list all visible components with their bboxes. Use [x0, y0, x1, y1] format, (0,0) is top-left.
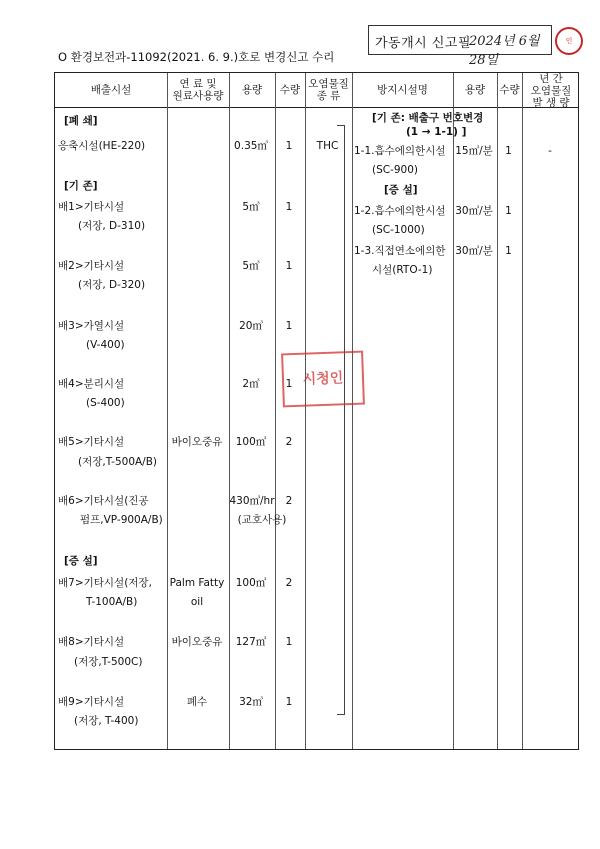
- header-divider: [55, 107, 578, 108]
- section-expansion: [증 설]: [64, 555, 98, 567]
- facility-fuel: 바이오중유: [171, 636, 223, 648]
- facility-capacity: 100㎥: [235, 577, 267, 589]
- facility-fuel: Palm Fatty: [169, 577, 225, 589]
- facility-capacity: 32㎥: [239, 696, 263, 708]
- col-divider: [522, 73, 523, 749]
- header-count: 수량: [279, 84, 301, 96]
- facility-id: (저장,T-500C): [74, 656, 143, 668]
- right-block-title-2: (1 → 1-1) ]: [406, 126, 467, 138]
- official-seal-icon: 시청인: [281, 351, 365, 408]
- facility-capacity: 5㎥: [242, 260, 260, 272]
- prevention-capacity: 30㎥/분: [455, 205, 493, 217]
- section-expansion-right: [증 설]: [384, 184, 418, 196]
- facility-count: 1: [285, 696, 293, 708]
- header-prevention-count: 수량: [499, 84, 520, 96]
- col-divider: [453, 73, 454, 749]
- facility-id: (저장, D-320): [78, 279, 146, 291]
- facility-capacity: 127㎥: [235, 636, 267, 648]
- header-annual-emission: 년 간 오염물질 발 생 량: [530, 73, 572, 109]
- facility-count: 2: [285, 495, 293, 507]
- prevention-count: 1: [505, 245, 512, 257]
- stamp-seal-icon: 인: [555, 27, 583, 55]
- facility-name: 배6>기타시설(진공: [58, 495, 149, 507]
- prevention-id: (SC-900): [372, 164, 419, 176]
- facility-count: 2: [285, 577, 293, 589]
- facility-id: (저장,T-500A/B): [78, 456, 158, 468]
- prevention-id: (SC-1000): [372, 224, 425, 236]
- emission-facility-table: [54, 72, 579, 750]
- prevention-name: 1-3.직접연소에의한: [354, 245, 446, 257]
- facility-count: 1: [285, 260, 293, 272]
- facility-count: 1: [285, 140, 293, 152]
- facility-name: 배5>기타시설: [58, 436, 125, 448]
- header-fuel: 연 료 및 원료사용량: [172, 78, 224, 102]
- header-capacity: 용량: [241, 84, 263, 96]
- facility-name: 배7>기타시설(저장,: [58, 577, 152, 589]
- facility-name: 응축시설(HE-220): [58, 140, 146, 152]
- facility-id: (V-400): [86, 339, 125, 351]
- facility-count: 1: [285, 320, 293, 332]
- facility-name: 배1>기타시설: [58, 201, 125, 213]
- facility-capacity: 0.35㎥: [234, 140, 268, 152]
- section-closed: [폐 쇄]: [64, 115, 98, 127]
- header-facility: 배출시설: [90, 84, 132, 96]
- facility-count: 1: [285, 636, 293, 648]
- change-report-note: O 환경보전과-11092(2021. 6. 9.)호로 변경신고 수리: [58, 50, 335, 64]
- facility-capacity: 430㎥/hr: [229, 495, 275, 507]
- facility-capacity-note: (교호사용): [237, 514, 287, 526]
- stamp-label: 가동개시 신고필: [375, 36, 472, 51]
- facility-fuel: 폐수: [186, 696, 208, 708]
- header-prevention-capacity: 용량: [464, 84, 486, 96]
- header-prevention: 방지시설명: [377, 84, 428, 96]
- prevention-annual: -: [548, 145, 552, 157]
- facility-id: (저장, D-310): [78, 220, 146, 232]
- grouping-bracket: [337, 125, 345, 715]
- facility-pollutant: THC: [316, 140, 339, 152]
- prevention-name: 1-2.흡수에의한시설: [354, 205, 446, 217]
- stamp-handwritten-date: 2024년 6월 28일: [469, 34, 540, 68]
- facility-id: 펌프,VP-900A/B): [80, 514, 163, 526]
- right-block-title: [기 존: 배출구 번호변경: [372, 112, 484, 124]
- operation-report-stamp: [368, 25, 552, 68]
- prevention-capacity: 30㎥/분: [455, 245, 493, 257]
- col-divider: [305, 73, 306, 749]
- facility-count: 2: [285, 436, 293, 448]
- facility-capacity: 20㎥: [239, 320, 263, 332]
- facility-name: 배2>기타시설: [58, 260, 125, 272]
- prevention-id: 시설(RTO-1): [372, 264, 433, 276]
- col-divider: [497, 73, 498, 749]
- facility-count: 1: [285, 201, 293, 213]
- prevention-count: 1: [505, 145, 512, 157]
- facility-fuel: 바이오중유: [171, 436, 223, 448]
- facility-name: 배4>분리시설: [58, 378, 125, 390]
- facility-fuel-2: oil: [190, 596, 204, 608]
- prevention-name: 1-1.흡수에의한시설: [354, 145, 446, 157]
- facility-id: T-100A/B): [86, 596, 138, 608]
- facility-id: (S-400): [86, 397, 125, 409]
- facility-capacity: 5㎥: [242, 201, 260, 213]
- header-pollutant: 오염물질 종 류: [308, 78, 349, 102]
- facility-name: 배9>기타시설: [58, 696, 125, 708]
- facility-name: 배3>가열시설: [58, 320, 125, 332]
- prevention-capacity: 15㎥/분: [455, 145, 493, 157]
- facility-id: (저장, T-400): [74, 715, 139, 727]
- facility-capacity: 100㎥: [235, 436, 267, 448]
- facility-capacity: 2㎥: [242, 378, 260, 390]
- facility-count: 1: [285, 378, 293, 390]
- facility-name: 배8>기타시설: [58, 636, 125, 648]
- col-divider: [352, 73, 353, 749]
- section-existing: [기 존]: [64, 180, 98, 192]
- prevention-count: 1: [505, 205, 512, 217]
